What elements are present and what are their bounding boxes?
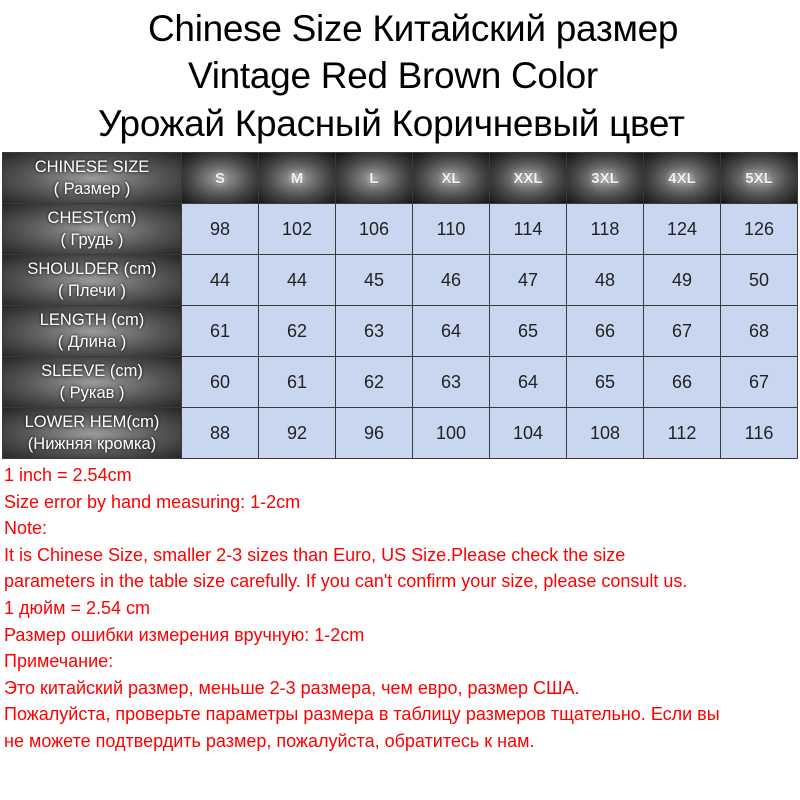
value-cell: 66 [644,357,721,408]
note-line: It is Chinese Size, smaller 2-3 sizes than Euro, US Size.Please check the size [4,544,626,565]
row-label-cell [3,408,182,459]
size-header-cell: L [336,153,413,204]
value-cell: 44 [259,255,336,306]
value-cell: 61 [259,357,336,408]
size-header-cell: 4XL [644,153,721,204]
note-line: Это китайский размер, меньше 2-3 размера, чем евро, размер США. [4,677,580,698]
value-cell: 106 [336,204,413,255]
measurement-row [3,204,798,255]
value-cell: 102 [259,204,336,255]
value-cell: 47 [490,255,567,306]
note-line: Note: [4,518,48,539]
title-line-2: Vintage Red Brown Color [188,55,598,96]
note-line: Примечание: [4,651,114,672]
row-sublabel: ( Грудь ) [60,231,124,249]
value-cell: 104 [490,408,567,459]
value-cell: 44 [182,255,259,306]
note-line: 1 дюйм = 2.54 cm [4,597,150,618]
value-cell: 100 [413,408,490,459]
value-cell: 114 [490,204,567,255]
corner-label: CHINESE SIZE [34,158,150,176]
value-cell: 98 [182,204,259,255]
title-line-1: Chinese Size Китайский размер [148,8,679,49]
size-header-row [3,153,798,204]
measurement-row [3,357,798,408]
row-sublabel: ( Рукав ) [59,384,125,402]
value-cell: 124 [644,204,721,255]
value-cell: 63 [336,306,413,357]
value-cell: 96 [336,408,413,459]
value-cell: 63 [413,357,490,408]
value-cell: 50 [721,255,798,306]
value-cell: 67 [644,306,721,357]
value-cell: 62 [336,357,413,408]
note-line: Size error by hand measuring: 1-2cm [4,491,301,512]
value-cell: 65 [567,357,644,408]
corner-cell [3,153,182,204]
title-block [0,0,800,150]
value-cell: 62 [259,306,336,357]
size-header-cell: S [182,153,259,204]
row-label-cell [3,306,182,357]
row-sublabel: (Нижняя кромка) [27,435,157,453]
title-line-3: Урожай Красный Коричневый цвет [98,103,685,144]
row-label: CHEST(cm) [47,209,137,227]
value-cell: 92 [259,408,336,459]
value-cell: 108 [567,408,644,459]
row-label-cell [3,255,182,306]
value-cell: 48 [567,255,644,306]
row-label: SLEEVE (cm) [41,362,143,380]
size-header-cell: 5XL [721,153,798,204]
note-line: Размер ошибки измерения вручную: 1-2cm [4,624,365,645]
size-header-cell: 3XL [567,153,644,204]
size-chart-table [2,152,798,459]
value-cell: 61 [182,306,259,357]
row-label: SHOULDER (cm) [27,260,157,278]
value-cell: 118 [567,204,644,255]
value-cell: 110 [413,204,490,255]
value-cell: 112 [644,408,721,459]
row-label-cell [3,204,182,255]
notes-block [4,462,800,755]
size-header-cell: XL [413,153,490,204]
note-line: Пожалуйста, проверьте параметры размера в таблицу размеров тщательно. Если вы [4,704,720,725]
measurement-row [3,255,798,306]
note-line: 1 inch = 2.54cm [4,465,132,485]
value-cell: 46 [413,255,490,306]
corner-sublabel: ( Размер ) [53,180,131,198]
size-header-cell: M [259,153,336,204]
value-cell: 45 [336,255,413,306]
row-label: LOWER HEM(cm) [24,413,160,431]
size-header-cell: XXL [490,153,567,204]
row-sublabel: ( Плечи ) [57,282,127,300]
value-cell: 126 [721,204,798,255]
measurement-row [3,408,798,459]
row-sublabel: ( Длина ) [57,333,127,351]
value-cell: 68 [721,306,798,357]
value-cell: 65 [490,306,567,357]
value-cell: 64 [413,306,490,357]
value-cell: 88 [182,408,259,459]
value-cell: 116 [721,408,798,459]
note-line: не можете подтвердить размер, пожалуйста, обратитесь к нам. [4,730,535,751]
value-cell: 60 [182,357,259,408]
row-label: LENGTH (cm) [39,311,145,329]
row-label-cell [3,357,182,408]
measurement-row [3,306,798,357]
value-cell: 49 [644,255,721,306]
value-cell: 64 [490,357,567,408]
value-cell: 67 [721,357,798,408]
note-line: parameters in the table size carefully. If you can't confirm your size, please consult us. [4,571,688,592]
value-cell: 66 [567,306,644,357]
